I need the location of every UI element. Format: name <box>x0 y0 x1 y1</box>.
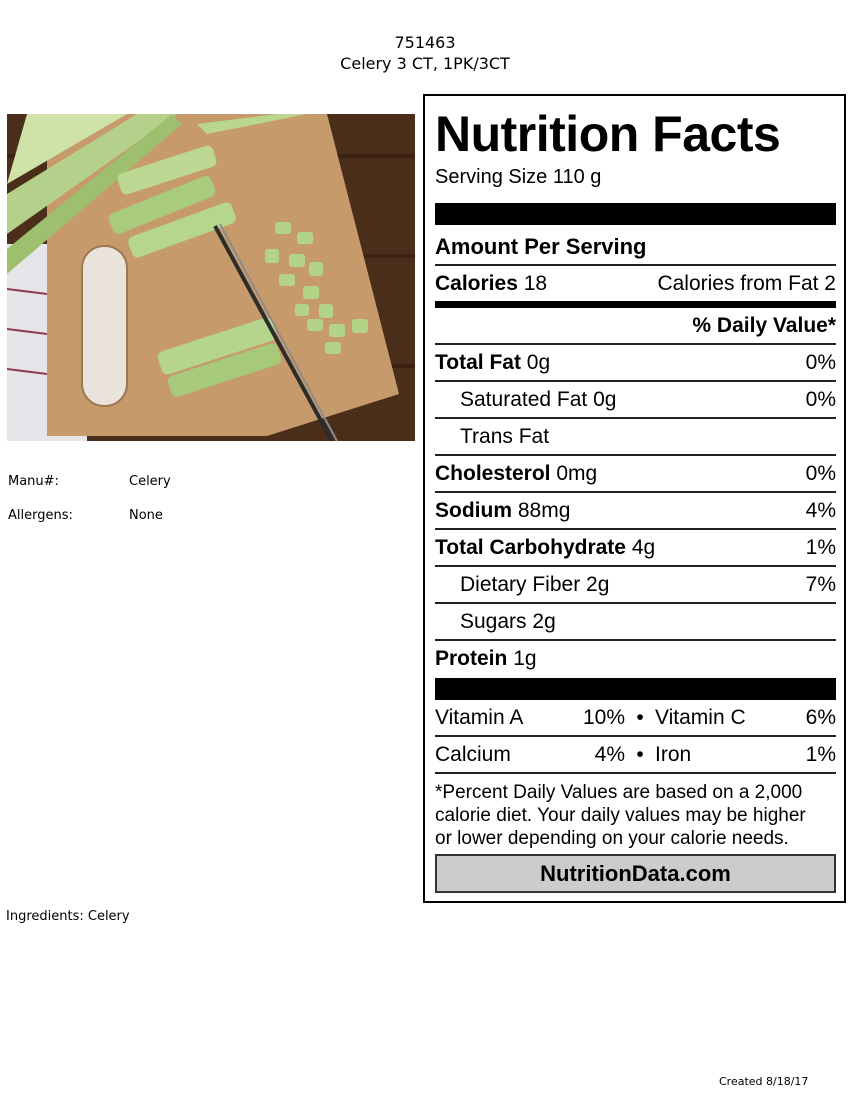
nutrient-amount: 2g <box>532 609 556 633</box>
bullet-icon: • <box>636 742 644 766</box>
nutrition-facts-panel <box>423 94 846 903</box>
nutrient-amount: 2g <box>586 572 610 596</box>
nutrient-row-sugars <box>435 604 836 641</box>
amount-per-serving <box>435 229 836 266</box>
vitamin-name: Vitamin C <box>655 705 746 729</box>
vitamin-name: Calcium <box>435 742 511 766</box>
nutrient-dv: 1% <box>805 535 836 559</box>
vitamin-row-1 <box>435 700 836 737</box>
divider-thick <box>435 203 836 225</box>
nutrient-name: Cholesterol <box>435 461 551 485</box>
nutrient-row-total-carbohydrate <box>435 530 836 567</box>
product-name: Celery 3 CT, 1PK/3CT <box>340 54 510 73</box>
nutrient-row-dietary-fiber <box>435 567 836 604</box>
nutrient-amount: 0g <box>593 387 617 411</box>
source-label: NutritionData.com <box>540 860 731 886</box>
page-header <box>0 32 850 74</box>
manu-label: Manu#: <box>8 474 59 489</box>
nutrient-dv: 0% <box>805 461 836 485</box>
nutrient-name: Saturated Fat <box>460 387 588 411</box>
bullet-icon: • <box>636 705 644 729</box>
manu-value: Celery <box>129 474 171 489</box>
vitamin-value: 6% <box>805 705 836 729</box>
nutritiondata-source-box <box>435 854 836 893</box>
nutrient-name: Dietary Fiber <box>460 572 581 596</box>
amount-per-serving-label: Amount Per Serving <box>435 233 647 259</box>
nutrient-name: Sodium <box>435 498 512 522</box>
serving-size: Serving Size 110 g <box>435 166 602 188</box>
nutrient-name: Total Carbohydrate <box>435 535 626 559</box>
allergens-value: None <box>129 508 163 523</box>
product-image <box>7 114 415 441</box>
nutrient-row-trans-fat <box>435 419 836 456</box>
calories-value: 18 <box>523 271 548 295</box>
divider-medium <box>435 301 836 308</box>
vitamin-value: 4% <box>594 742 625 766</box>
nutrition-title: Nutrition Facts <box>435 106 781 162</box>
nutrient-row-total-fat <box>435 345 836 382</box>
nutrient-name: Trans Fat <box>460 424 550 448</box>
vitamin-name: Iron <box>655 742 692 766</box>
nutrient-name: Sugars <box>460 609 527 633</box>
nutrient-amount: 88mg <box>517 498 571 522</box>
created-date: Created 8/18/17 <box>719 1075 809 1088</box>
nutrient-dv: 4% <box>805 498 836 522</box>
footnote-line: or lower depending on your calorie needs. <box>435 828 789 849</box>
daily-value-label: % Daily Value* <box>692 313 836 337</box>
nutrient-row-sodium <box>435 493 836 530</box>
nutrient-name: Protein <box>435 646 508 670</box>
nutrient-amount: 4g <box>631 535 656 559</box>
vitamin-row-2 <box>435 737 836 774</box>
item-number: 751463 <box>394 33 456 52</box>
daily-value-header <box>435 308 836 345</box>
nutrient-dv: 0% <box>805 350 836 374</box>
nutrient-amount: 1g <box>513 646 537 670</box>
vitamin-value: 1% <box>805 742 836 766</box>
ingredients-text: Ingredients: Celery <box>6 909 130 924</box>
calories-label: Calories <box>435 271 518 295</box>
nutrient-rows <box>435 345 836 676</box>
footnote-line: calorie diet. Your daily values may be higher <box>435 805 806 826</box>
nutrient-amount: 0mg <box>556 461 598 485</box>
allergens-label: Allergens: <box>8 508 73 523</box>
divider-thick-2 <box>435 678 836 700</box>
nutrient-row-protein <box>435 641 836 676</box>
vitamin-value: 10% <box>582 705 625 729</box>
calories-from-fat: Calories from Fat 2 <box>657 271 836 295</box>
vitamin-name: Vitamin A <box>435 705 524 729</box>
nutrient-name: Total Fat <box>435 350 521 374</box>
nutrient-amount: 0g <box>526 350 551 374</box>
nutrient-dv: 0% <box>805 387 836 411</box>
footnote-line: *Percent Daily Values are based on a 2,000 <box>435 782 803 803</box>
nutrient-dv: 7% <box>805 572 836 596</box>
nutrient-row-saturated-fat <box>435 382 836 419</box>
nutrient-row-cholesterol <box>435 456 836 493</box>
daily-value-footnote <box>435 781 836 850</box>
calories-row <box>435 266 836 301</box>
